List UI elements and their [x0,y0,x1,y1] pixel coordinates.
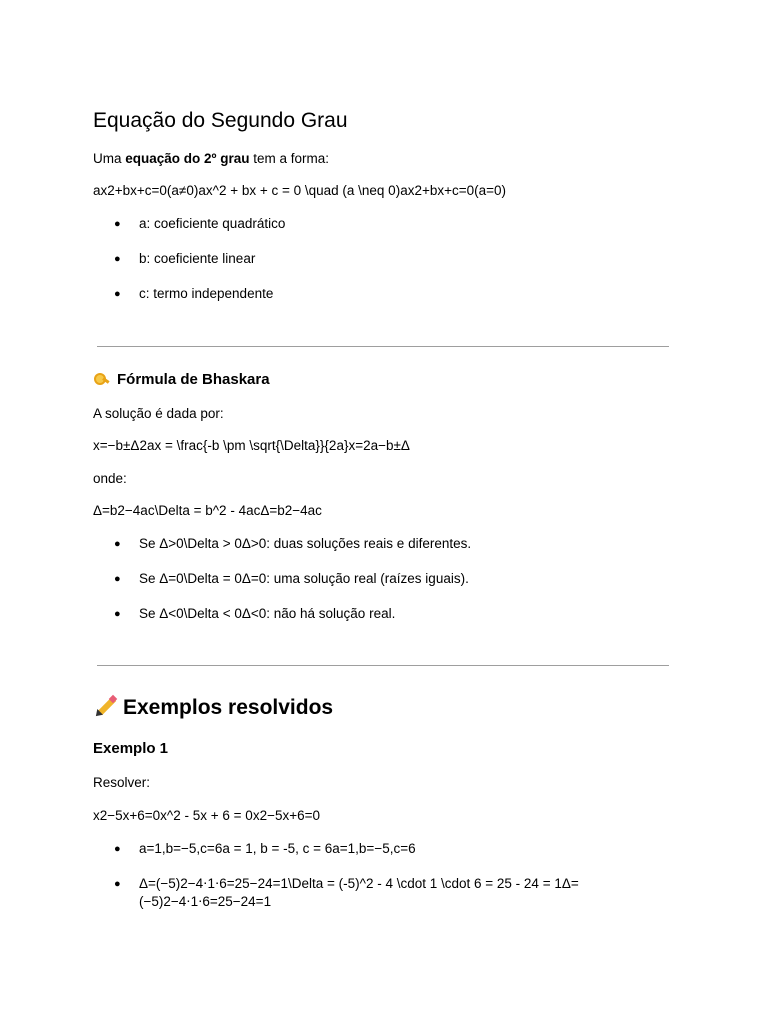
section-divider [97,346,669,347]
list-item-text: a: coeficiente quadrático [139,216,286,231]
bullet-icon: ● [114,573,121,585]
list-item-text: a=1,b=−5,c=6a = 1, b = -5, c = 6a=1,b=−5,c=6 [139,841,416,856]
bhaskara-heading-text: Fórmula de Bhaskara [117,371,270,388]
intro-suffix: tem a forma: [249,151,330,166]
solution-intro: A solução é dada por: [93,406,224,421]
bullet-icon: ● [114,288,121,300]
where-label: onde: [93,471,127,486]
intro-paragraph [93,150,329,168]
list-item-text: Se Δ=0\Delta = 0Δ=0: uma solução real (raízes iguais). [139,571,469,586]
page-title: Equação do Segundo Grau [93,109,348,132]
general-form-formula: ax2+bx+c=0(a≠0)ax^2 + bx + c = 0 \quad (a \neq 0)ax2+bx+c=0(a=0) [93,183,507,198]
resolve-label: Resolver: [93,775,151,790]
intro-prefix: Uma [93,151,126,166]
list-item-text: Se Δ>0\Delta > 0Δ>0: duas soluções reais e diferentes. [139,536,472,551]
list-item-text: c: termo independente [139,286,274,301]
examples-heading-text: Exemplos resolvidos [123,696,334,719]
intro-bold: equação do 2º grau [125,151,250,166]
examples-heading [93,694,333,722]
section-divider [97,665,669,666]
pencil-icon [93,694,117,718]
example-equation: x2−5x+6=0x^2 - 5x + 6 = 0x2−5x+6=0 [93,808,321,823]
bullet-icon: ● [114,843,121,855]
list-item-text: b: coeficiente linear [139,251,256,266]
list-item-text: Δ=(−5)2−4⋅1⋅6=25−24=1\Delta = (-5)^2 - 4 \cdot 1 \cdot 6 = 25 - 24 = 1Δ=(−5)2−4⋅1⋅6=25−24=1 [139,876,579,909]
list-item-text: Se Δ<0\Delta < 0Δ<0: não há solução real. [139,606,396,621]
bhaskara-formula: x=−b±Δ2ax = \frac{-b \pm \sqrt{\Delta}}{2a}x=2a−b±Δ [93,438,410,453]
bullet-icon: ● [114,253,121,265]
bullet-icon: ● [114,878,121,890]
key-icon [93,370,111,386]
example-1-heading: Exemplo 1 [93,740,169,757]
bhaskara-heading [93,370,270,390]
bullet-icon: ● [114,218,121,230]
bullet-icon: ● [114,538,121,550]
bullet-icon: ● [114,608,121,620]
delta-formula: Δ=b2−4ac\Delta = b^2 - 4acΔ=b2−4ac [93,503,322,518]
